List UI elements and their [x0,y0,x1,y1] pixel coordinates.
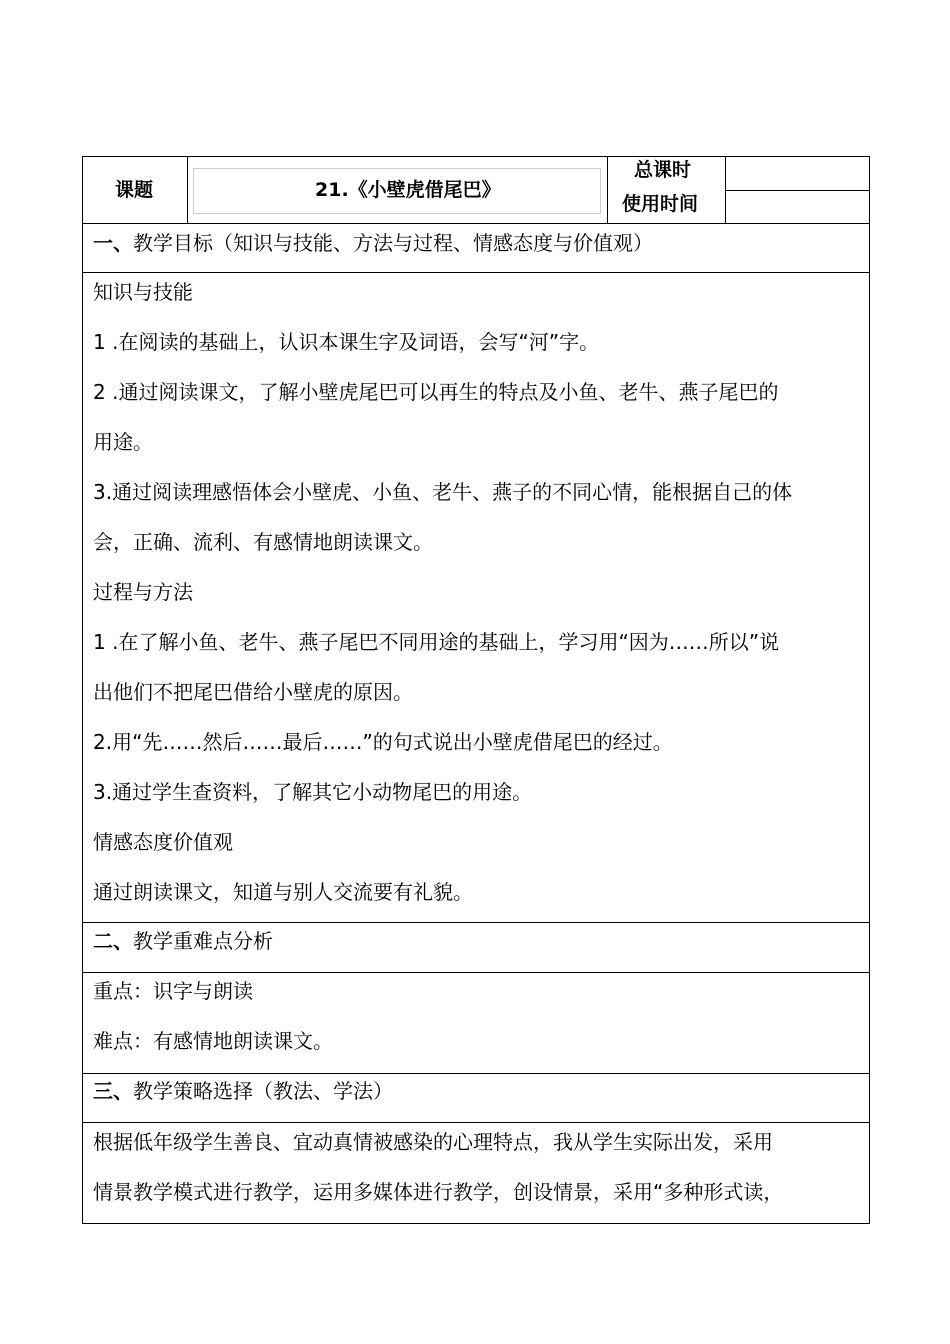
strategy-line-2: 情景教学模式进行教学，运用多媒体进行教学，创设情景，采用“多种形式读， [93,1180,784,1204]
section2-title: 教学重难点分析 [133,929,273,953]
subject-label: 课题 [115,179,154,201]
row-divider [83,1122,869,1123]
header-divider [725,190,869,191]
section2-heading [93,929,273,953]
knowledge-item-2b: 用途。 [93,430,153,454]
knowledge-item-2a: 2 .通过阅读课文，了解小壁虎尾巴可以再生的特点及小鱼、老牛、燕子尾巴的 [93,380,779,404]
section2-number: 二、 [93,929,133,953]
section3-heading [93,1079,393,1103]
knowledge-item-1: 1 .在阅读的基础上，认识本课生字及词语，会写“河”字。 [93,330,600,354]
emotion-heading: 情感态度价值观 [93,830,233,854]
knowledge-item-3b: 会，正确、流利、有感情地朗读课文。 [93,530,433,554]
row-divider [83,272,869,273]
strategy-line-1: 根据低年级学生善良、宜动真情被感染的心理特点，我从学生实际出发，采用 [93,1130,773,1154]
key-point: 重点：识字与朗读 [93,979,253,1003]
lesson-plan-table [82,156,870,1224]
knowledge-item-3a: 3.通过阅读理感悟体会小壁虎、小鱼、老牛、燕子的不同心情，能根据自己的体 [93,480,793,504]
process-item-2: 2.用“先……然后……最后……”的句式说出小壁虎借尾巴的经过。 [93,730,673,754]
usage-time-label: 使用时间 [622,193,699,215]
header-row [83,157,869,224]
row-divider [83,1073,869,1074]
difficulty-point: 难点：有感情地朗读课文。 [93,1029,333,1053]
process-item-1a: 1 .在了解小鱼、老牛、燕子尾巴不同用途的基础上，学习用“因为……所以”说 [93,630,780,654]
lesson-title: 21.《小壁虎借尾巴》 [315,179,501,201]
process-item-1b: 出他们不把尾巴借给小壁虎的原因。 [93,680,413,704]
emotion-item-1: 通过朗读课文，知道与别人交流要有礼貌。 [93,880,473,904]
row-divider [83,972,869,973]
knowledge-heading: 知识与技能 [93,280,193,304]
section1-title: 教学目标（知识与技能、方法与过程、情感态度与价值观） [133,231,653,255]
header-divider [187,157,188,223]
section1-heading [93,231,653,255]
section3-number: 三、 [93,1079,133,1103]
process-item-3: 3.通过学生查资料，了解其它小动物尾巴的用途。 [93,780,533,804]
total-hours-label: 总课时 [634,159,692,181]
row-divider [83,922,869,923]
section1-number: 一、 [93,231,133,255]
section3-title: 教学策略选择（教法、学法） [133,1079,393,1103]
process-heading: 过程与方法 [93,580,193,604]
header-divider [607,157,608,223]
